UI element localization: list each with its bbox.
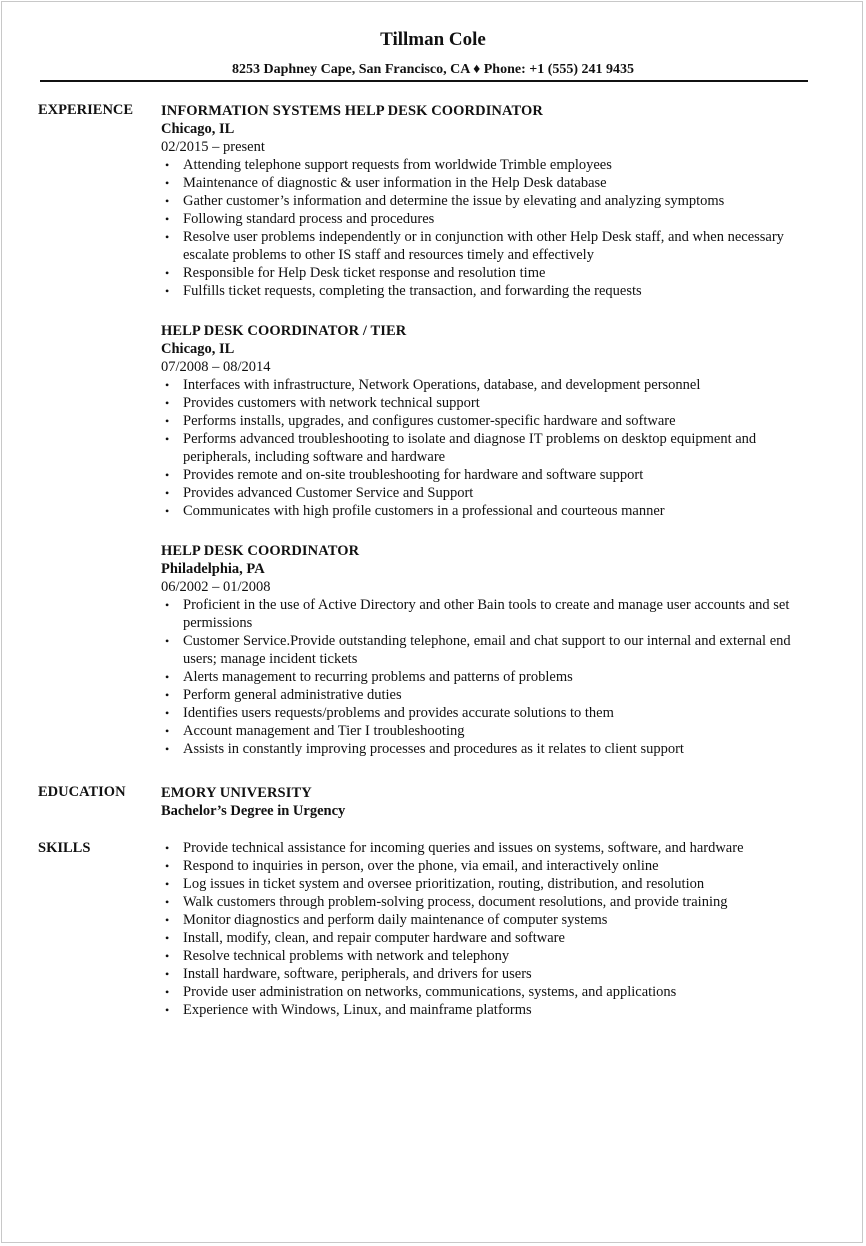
bullet-text: Alerts management to recurring problems and patterns of problems <box>183 669 573 685</box>
bullet-text: Communicates with high profile customers in a professional and courteous manner <box>183 503 665 519</box>
bullet-text: Following standard process and procedures <box>183 211 435 227</box>
job-entry-1 <box>161 102 821 300</box>
candidate-name: Tillman Cole <box>380 29 486 50</box>
bullet-text: Resolve technical problems with network and telephony <box>183 948 510 964</box>
bullet-text: Account management and Tier I troubleshooting <box>183 723 465 739</box>
job-title: INFORMATION SYSTEMS HELP DESK COORDINATOR <box>161 103 543 119</box>
bullet-text: Performs installs, upgrades, and configures customer-specific hardware and software <box>183 413 676 429</box>
bullet-dot-icon: • <box>165 724 170 738</box>
bullet-dot-icon: • <box>165 486 170 500</box>
bullet-item <box>161 502 821 520</box>
bullet-dot-icon: • <box>165 598 170 612</box>
bullet-dot-icon: • <box>165 688 170 702</box>
bullet-dot-icon: • <box>165 877 170 891</box>
header-divider <box>40 80 808 82</box>
bullet-dot-icon: • <box>165 504 170 518</box>
bullet-item <box>161 430 821 466</box>
skills-bullet-list <box>161 839 821 1019</box>
bullet-text: Responsible for Help Desk ticket response and resolution time <box>183 265 546 281</box>
bullet-text: Respond to inquiries in person, over the phone, via email, and interactively online <box>183 858 659 874</box>
bullet-text: Monitor diagnostics and perform daily maintenance of computer systems <box>183 912 608 928</box>
bullet-dot-icon: • <box>165 230 170 244</box>
bullet-dot-icon: • <box>165 670 170 684</box>
bullet-item <box>161 156 821 174</box>
bullet-dot-icon: • <box>165 158 170 172</box>
bullet-item <box>161 376 821 394</box>
degree-name: Bachelor’s Degree in Urgency <box>161 803 346 819</box>
bullet-item <box>161 911 821 929</box>
job-entry-2 <box>161 322 821 520</box>
job-location: Philadelphia, PA <box>161 561 265 577</box>
bullet-item <box>161 466 821 484</box>
bullet-dot-icon: • <box>165 378 170 392</box>
bullet-item <box>161 210 821 228</box>
bullet-text: Provide user administration on networks, communications, systems, and applications <box>183 984 677 1000</box>
bullet-dot-icon: • <box>165 859 170 873</box>
bullet-item <box>161 740 821 758</box>
job-title: HELP DESK COORDINATOR / TIER <box>161 323 407 339</box>
bullet-text: Resolve user problems independently or in conjunction with other Help Desk staff, and when necessary escalate problems to other IS staff and resources timely and effectively <box>183 229 784 263</box>
bullet-text: Maintenance of diagnostic & user information in the Help Desk database <box>183 175 607 191</box>
bullet-text: Provides remote and on-site troubleshooting for hardware and software support <box>183 467 644 483</box>
bullet-text: Assists in constantly improving processes and procedures as it relates to client support <box>183 741 684 757</box>
bullet-item <box>161 965 821 983</box>
skills-entry <box>161 839 821 1019</box>
bullet-dot-icon: • <box>165 212 170 226</box>
bullet-item <box>161 394 821 412</box>
job-dates: 06/2002 – 01/2008 <box>161 579 271 595</box>
job-bullet-list <box>161 156 821 300</box>
bullet-text: Provide technical assistance for incoming queries and issues on systems, software, and hardware <box>183 840 744 856</box>
bullet-dot-icon: • <box>165 432 170 446</box>
bullet-dot-icon: • <box>165 266 170 280</box>
skills-heading: SKILLS <box>38 840 91 856</box>
bullet-item <box>161 857 821 875</box>
education-heading: EDUCATION <box>38 784 126 800</box>
bullet-text: Install, modify, clean, and repair computer hardware and software <box>183 930 565 946</box>
bullet-dot-icon: • <box>165 742 170 756</box>
bullet-dot-icon: • <box>165 841 170 855</box>
job-location: Chicago, IL <box>161 121 235 137</box>
bullet-text: Fulfills ticket requests, completing the transaction, and forwarding the requests <box>183 283 642 299</box>
job-dates: 07/2008 – 08/2014 <box>161 359 271 375</box>
bullet-item <box>161 875 821 893</box>
bullet-dot-icon: • <box>165 913 170 927</box>
bullet-item <box>161 228 821 264</box>
bullet-item <box>161 264 821 282</box>
bullet-text: Install hardware, software, peripherals, and drivers for users <box>183 966 532 982</box>
bullet-text: Perform general administrative duties <box>183 687 402 703</box>
bullet-item <box>161 484 821 502</box>
bullet-item <box>161 192 821 210</box>
bullet-dot-icon: • <box>165 895 170 909</box>
bullet-item <box>161 983 821 1001</box>
bullet-item <box>161 668 821 686</box>
bullet-dot-icon: • <box>165 706 170 720</box>
bullet-item <box>161 947 821 965</box>
education-entry <box>161 784 821 820</box>
bullet-text: Experience with Windows, Linux, and mainframe platforms <box>183 1002 532 1018</box>
bullet-dot-icon: • <box>165 468 170 482</box>
bullet-text: Attending telephone support requests from worldwide Trimble employees <box>183 157 612 173</box>
contact-line: 8253 Daphney Cape, San Francisco, CA ♦ Phone: +1 (555) 241 9435 <box>231 62 635 77</box>
job-location: Chicago, IL <box>161 341 235 357</box>
bullet-text: Performs advanced troubleshooting to isolate and diagnose IT problems on desktop equipment and peripherals, including software and hardware <box>183 431 757 465</box>
bullet-dot-icon: • <box>165 634 170 648</box>
bullet-text: Proficient in the use of Active Directory and other Bain tools to create and manage user accounts and set permissions <box>183 597 790 631</box>
bullet-dot-icon: • <box>165 949 170 963</box>
bullet-item <box>161 596 821 632</box>
bullet-dot-icon: • <box>165 414 170 428</box>
bullet-item <box>161 632 821 668</box>
bullet-item <box>161 722 821 740</box>
bullet-item <box>161 174 821 192</box>
bullet-item <box>161 1001 821 1019</box>
bullet-item <box>161 704 821 722</box>
bullet-text: Identifies users requests/problems and provides accurate solutions to them <box>183 705 614 721</box>
bullet-dot-icon: • <box>165 985 170 999</box>
job-bullet-list <box>161 376 821 520</box>
bullet-dot-icon: • <box>165 194 170 208</box>
job-title: HELP DESK COORDINATOR <box>161 543 360 559</box>
bullet-dot-icon: • <box>165 176 170 190</box>
bullet-dot-icon: • <box>165 931 170 945</box>
bullet-item <box>161 893 821 911</box>
bullet-item <box>161 412 821 430</box>
bullet-text: Provides customers with network technical support <box>183 395 480 411</box>
bullet-dot-icon: • <box>165 1003 170 1017</box>
job-dates: 02/2015 – present <box>161 139 265 155</box>
job-entry-3 <box>161 542 821 758</box>
bullet-dot-icon: • <box>165 396 170 410</box>
bullet-text: Walk customers through problem-solving process, document resolutions, and provide training <box>183 894 728 910</box>
bullet-text: Interfaces with infrastructure, Network Operations, database, and development personnel <box>183 377 701 393</box>
bullet-text: Customer Service.Provide outstanding telephone, email and chat support to our internal and external end users; manage incident tickets <box>183 633 791 667</box>
bullet-dot-icon: • <box>165 284 170 298</box>
experience-heading: EXPERIENCE <box>38 102 134 118</box>
bullet-item <box>161 686 821 704</box>
bullet-item <box>161 929 821 947</box>
bullet-text: Log issues in ticket system and oversee prioritization, routing, distribution, and resolution <box>183 876 705 892</box>
bullet-text: Provides advanced Customer Service and Support <box>183 485 474 501</box>
bullet-item <box>161 282 821 300</box>
bullet-item <box>161 839 821 857</box>
bullet-dot-icon: • <box>165 967 170 981</box>
school-name: EMORY UNIVERSITY <box>161 785 312 801</box>
job-bullet-list <box>161 596 821 758</box>
bullet-text: Gather customer’s information and determine the issue by elevating and analyzing symptoms <box>183 193 725 209</box>
